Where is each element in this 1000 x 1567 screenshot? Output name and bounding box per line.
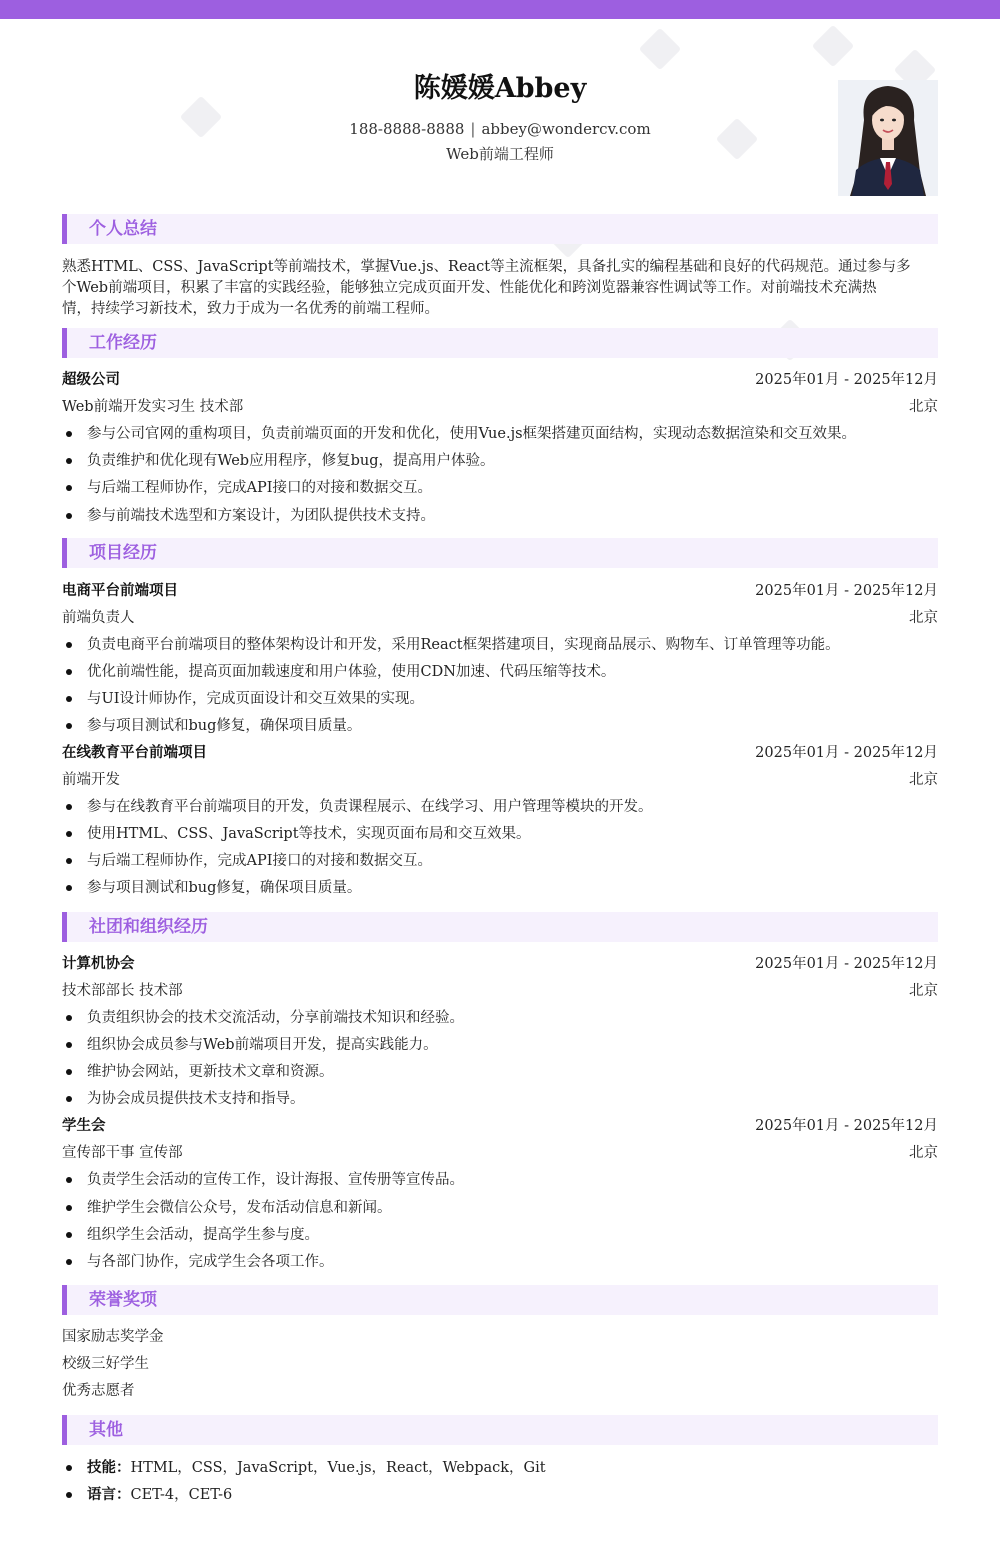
bullet-dot <box>66 831 72 837</box>
top-accent-bar <box>0 0 1000 19</box>
list-item <box>62 1034 938 1056</box>
section-accent-bar <box>62 328 67 358</box>
list-item <box>62 1457 938 1479</box>
section-projects-header <box>62 538 938 568</box>
bullet-dot <box>66 485 72 491</box>
bullet-dot <box>66 1042 72 1048</box>
entry-location: 北京 <box>909 1145 938 1161</box>
list-item-text: 与各部门协作，完成学生会各项工作。 <box>87 1254 334 1270</box>
entry-date: 2025年01月 - 2025年12月 <box>755 745 938 761</box>
list-item-text: 参与项目测试和bug修复，确保项目质量。 <box>87 718 362 734</box>
entry-organization: 计算机协会 <box>62 955 135 972</box>
list-item-text: 维护学生会微信公众号，发布活动信息和新闻。 <box>87 1200 392 1216</box>
skills-label: 技能： <box>87 1459 131 1476</box>
list-item-text <box>87 1484 232 1506</box>
section-accent-bar <box>62 214 67 244</box>
list-item-text: 与后端工程师协作，完成API接口的对接和数据交互。 <box>87 853 432 869</box>
summary-line: 个Web前端项目，积累了丰富的实践经验，能够独立完成页面开发、性能优化和跨浏览器兼容性调试等工作。对前端技术充满热 <box>62 280 877 296</box>
bullet-dot <box>66 1465 72 1471</box>
entry-role-row <box>62 607 938 629</box>
section-title: 其他 <box>89 1420 123 1440</box>
entry-header-row <box>62 369 938 391</box>
languages-value: CET-4，CET-6 <box>130 1487 233 1503</box>
list-item <box>62 823 938 845</box>
entry-role-row <box>62 1142 938 1164</box>
languages-label: 语言： <box>87 1486 131 1503</box>
entry-role: 前端开发 <box>62 772 120 788</box>
list-item-text: 参与公司官网的重构项目，负责前端页面的开发和优化，使用Vue.js框架搭建页面结构，实现动态数据渲染和交互效果。 <box>87 426 857 442</box>
bullet-dot <box>66 804 72 810</box>
entry-header-row <box>62 742 938 764</box>
bullet-dot <box>66 1232 72 1238</box>
section-title: 项目经历 <box>89 543 157 563</box>
list-item <box>62 634 938 656</box>
phone-number: 188-8888-8888 <box>349 120 465 138</box>
section-honors-header <box>62 1285 938 1315</box>
email-address: abbey@wondercv.com <box>481 120 651 138</box>
summary-text <box>62 257 938 320</box>
summary-line: 情，持续学习新技术，致力于成为一名优秀的前端工程师。 <box>62 301 439 317</box>
entry-role-row <box>62 396 938 418</box>
list-item-text: 与后端工程师协作，完成API接口的对接和数据交互。 <box>87 480 432 496</box>
list-item <box>62 423 938 445</box>
entry-location: 北京 <box>909 399 938 415</box>
bullet-dot <box>66 1177 72 1183</box>
bullet-dot <box>66 642 72 648</box>
bullet-dot <box>66 1492 72 1498</box>
entry-header-row <box>62 953 938 975</box>
section-summary-header <box>62 214 938 244</box>
list-item-text: 负责电商平台前端项目的整体架构设计和开发，采用React框架搭建项目，实现商品展示、购物车、订单管理等功能。 <box>87 637 840 653</box>
entry-header-row <box>62 1115 938 1137</box>
skills-value: HTML，CSS，JavaScript，Vue.js，React，Webpack，Git <box>130 1460 546 1476</box>
section-accent-bar <box>62 538 67 568</box>
entry-location: 北京 <box>909 983 938 999</box>
decorative-diamond <box>639 28 681 70</box>
bullet-dot <box>66 431 72 437</box>
list-item-text: 使用HTML、CSS、JavaScript等技术，实现页面布局和交互效果。 <box>87 826 531 842</box>
list-item <box>62 1061 938 1083</box>
bullet-dot <box>66 1205 72 1211</box>
contact-separator: | <box>470 120 476 138</box>
list-item <box>62 715 938 737</box>
bullet-dot <box>66 885 72 891</box>
list-item <box>62 1007 938 1029</box>
honor-item: 校级三好学生 <box>62 1356 149 1372</box>
bullet-dot <box>66 1069 72 1075</box>
list-item <box>62 1224 938 1246</box>
entry-organization: 在线教育平台前端项目 <box>62 744 207 761</box>
entry-organization: 超级公司 <box>62 371 120 388</box>
list-item-text: 参与在线教育平台前端项目的开发，负责课程展示、在线学习、用户管理等模块的开发。 <box>87 799 653 815</box>
job-title: Web前端工程师 <box>446 145 554 163</box>
section-title: 社团和组织经历 <box>89 917 208 937</box>
list-item <box>62 477 938 499</box>
bullet-dot <box>66 696 72 702</box>
bullet-dot <box>66 458 72 464</box>
bullet-dot <box>66 1259 72 1265</box>
entry-role: 技术部部长 技术部 <box>62 983 183 999</box>
section-work-header <box>62 328 938 358</box>
list-item-text: 组织学生会活动，提高学生参与度。 <box>87 1227 319 1243</box>
section-title: 工作经历 <box>89 333 157 353</box>
list-item <box>62 1169 938 1191</box>
entry-header-row <box>62 580 938 602</box>
bullet-dot <box>66 1096 72 1102</box>
entry-role: 前端负责人 <box>62 610 135 626</box>
entry-location: 北京 <box>909 772 938 788</box>
list-item <box>62 877 938 899</box>
bullet-dot <box>66 1015 72 1021</box>
section-accent-bar <box>62 1285 67 1315</box>
list-item <box>62 796 938 818</box>
list-item-text: 参与前端技术选型和方案设计，为团队提供技术支持。 <box>87 508 435 524</box>
entry-organization: 学生会 <box>62 1117 106 1134</box>
list-item <box>62 1251 938 1273</box>
section-accent-bar <box>62 1415 67 1445</box>
honor-item: 优秀志愿者 <box>62 1383 135 1399</box>
entry-date: 2025年01月 - 2025年12月 <box>755 372 938 388</box>
list-item-text: 负责学生会活动的宣传工作，设计海报、宣传册等宣传品。 <box>87 1172 464 1188</box>
entry-location: 北京 <box>909 610 938 626</box>
entry-role-row <box>62 980 938 1002</box>
entry-date: 2025年01月 - 2025年12月 <box>755 1118 938 1134</box>
list-item <box>62 1484 938 1506</box>
bullet-dot <box>66 513 72 519</box>
list-item-text: 参与项目测试和bug修复，确保项目质量。 <box>87 880 362 896</box>
entry-date: 2025年01月 - 2025年12月 <box>755 956 938 972</box>
list-item <box>62 450 938 472</box>
section-other-header <box>62 1415 938 1445</box>
entry-role: 宣传部干事 宣传部 <box>62 1145 183 1161</box>
list-item-text: 组织协会成员参与Web前端项目开发，提高实践能力。 <box>87 1037 438 1053</box>
list-item <box>62 688 938 710</box>
entry-role: Web前端开发实习生 技术部 <box>62 399 244 415</box>
summary-line: 熟悉HTML、CSS、JavaScript等前端技术，掌握Vue.js、React等主流框架，具备扎实的编程基础和良好的代码规范。通过参与多 <box>62 259 911 275</box>
section-title: 荣誉奖项 <box>89 1290 157 1310</box>
bullet-dot <box>66 669 72 675</box>
list-item-text: 优化前端性能，提高页面加载速度和用户体验，使用CDN加速、代码压缩等技术。 <box>87 664 616 680</box>
list-item <box>62 1197 938 1219</box>
list-item <box>62 661 938 683</box>
entry-organization: 电商平台前端项目 <box>62 582 178 599</box>
list-item-text: 负责组织协会的技术交流活动，分享前端技术知识和经验。 <box>87 1010 464 1026</box>
section-accent-bar <box>62 912 67 942</box>
section-clubs-header <box>62 912 938 942</box>
decorative-diamond <box>812 25 854 67</box>
list-item-text: 负责维护和优化现有Web应用程序，修复bug，提高用户体验。 <box>87 453 495 469</box>
profile-photo <box>838 80 938 196</box>
honor-item: 国家励志奖学金 <box>62 1329 164 1345</box>
entry-role-row <box>62 769 938 791</box>
entry-date: 2025年01月 - 2025年12月 <box>755 583 938 599</box>
list-item-text: 与UI设计师协作，完成页面设计和交互效果的实现。 <box>87 691 424 707</box>
list-item-text <box>87 1457 546 1479</box>
list-item <box>62 850 938 872</box>
list-item-text: 为协会成员提供技术支持和指导。 <box>87 1091 305 1107</box>
candidate-name: 陈媛媛Abbey <box>413 73 587 104</box>
list-item <box>62 1088 938 1110</box>
section-title: 个人总结 <box>89 219 157 239</box>
bullet-dot <box>66 858 72 864</box>
list-item-text: 维护协会网站，更新技术文章和资源。 <box>87 1064 334 1080</box>
list-item <box>62 505 938 527</box>
bullet-dot <box>66 723 72 729</box>
